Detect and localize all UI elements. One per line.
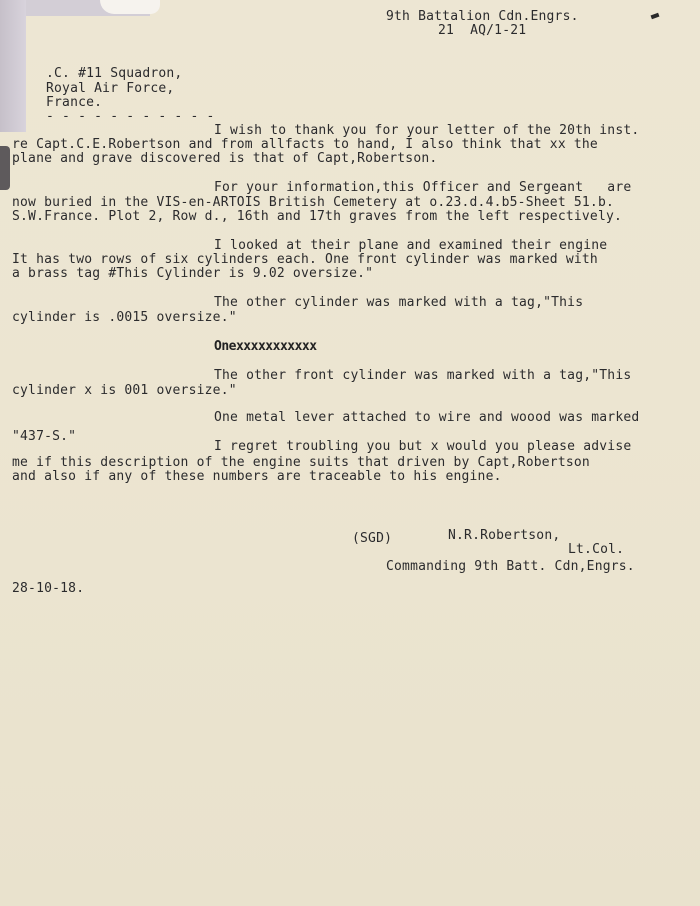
signatory-rank: Lt.Col. xyxy=(568,542,625,557)
paragraph-1-line-2: re Capt.C.E.Robertson and from allfacts to hand, I also think that xx the xyxy=(12,137,598,152)
paragraph-4-line-2: cylinder is .0015 oversize." xyxy=(12,310,237,325)
paragraph-7-line-3: and also if any of these numbers are traceable to his engine. xyxy=(12,469,502,484)
paragraph-2-line-2: now buried in the VIS-en-ARTOIS British Cemetery at o.23.d.4.b5-Sheet 51.b. xyxy=(12,195,614,210)
paragraph-6-line-2: "437-S." xyxy=(12,429,77,444)
address-rule: - - - - - - - - - - - xyxy=(46,109,215,124)
letterhead-reference: 21 AQ/1-21 xyxy=(438,23,527,38)
signatory-title: Commanding 9th Batt. Cdn,Engrs. xyxy=(386,559,635,574)
paragraph-2-line-1: For your information,this Officer and Sergeant are xyxy=(214,180,632,195)
paragraph-1-line-1: I wish to thank you for your letter of the 20th inst. xyxy=(214,123,640,138)
paragraph-3-line-1: I looked at their plane and examined their engine xyxy=(214,238,608,253)
letterhead-unit: 9th Battalion Cdn.Engrs. xyxy=(386,9,579,24)
staple-mark xyxy=(0,146,10,190)
paragraph-2-line-3: S.W.France. Plot 2, Row d., 16th and 17th graves from the left respectively. xyxy=(12,209,623,224)
signed-marker: (SGD) xyxy=(352,531,393,546)
address-line-2: Royal Air Force, xyxy=(46,81,175,96)
ink-mark xyxy=(651,13,660,19)
paragraph-3-line-3: a brass tag #This Cylinder is 9.02 oversize." xyxy=(12,266,374,281)
paragraph-1-line-3: plane and grave discovered is that of Capt,Robertson. xyxy=(12,151,438,166)
paragraph-6-line-1: One metal lever attached to wire and woood was marked xyxy=(214,410,640,425)
paragraph-5-line-2: cylinder x is 001 oversize." xyxy=(12,383,237,398)
signatory-name: N.R.Robertson, xyxy=(448,528,561,543)
paper-tear xyxy=(100,0,160,14)
address-line-3: France. xyxy=(46,95,103,110)
scanner-background-left xyxy=(0,0,26,132)
paragraph-5-line-1: The other front cylinder was marked with a tag,"This xyxy=(214,368,632,383)
struck-out-text: Onexxxxxxxxxxx xyxy=(214,339,317,354)
letter-date: 28-10-18. xyxy=(12,581,85,596)
paragraph-3-line-2: It has two rows of six cylinders each. One front cylinder was marked with xyxy=(12,252,598,267)
paragraph-7-line-1: I regret troubling you but x would you please advise xyxy=(214,439,632,454)
address-line-1: .C. #11 Squadron, xyxy=(46,66,183,81)
paragraph-7-line-2: me if this description of the engine suits that driven by Capt,Robertson xyxy=(12,455,590,470)
paragraph-4-line-1: The other cylinder was marked with a tag,"This xyxy=(214,295,584,310)
